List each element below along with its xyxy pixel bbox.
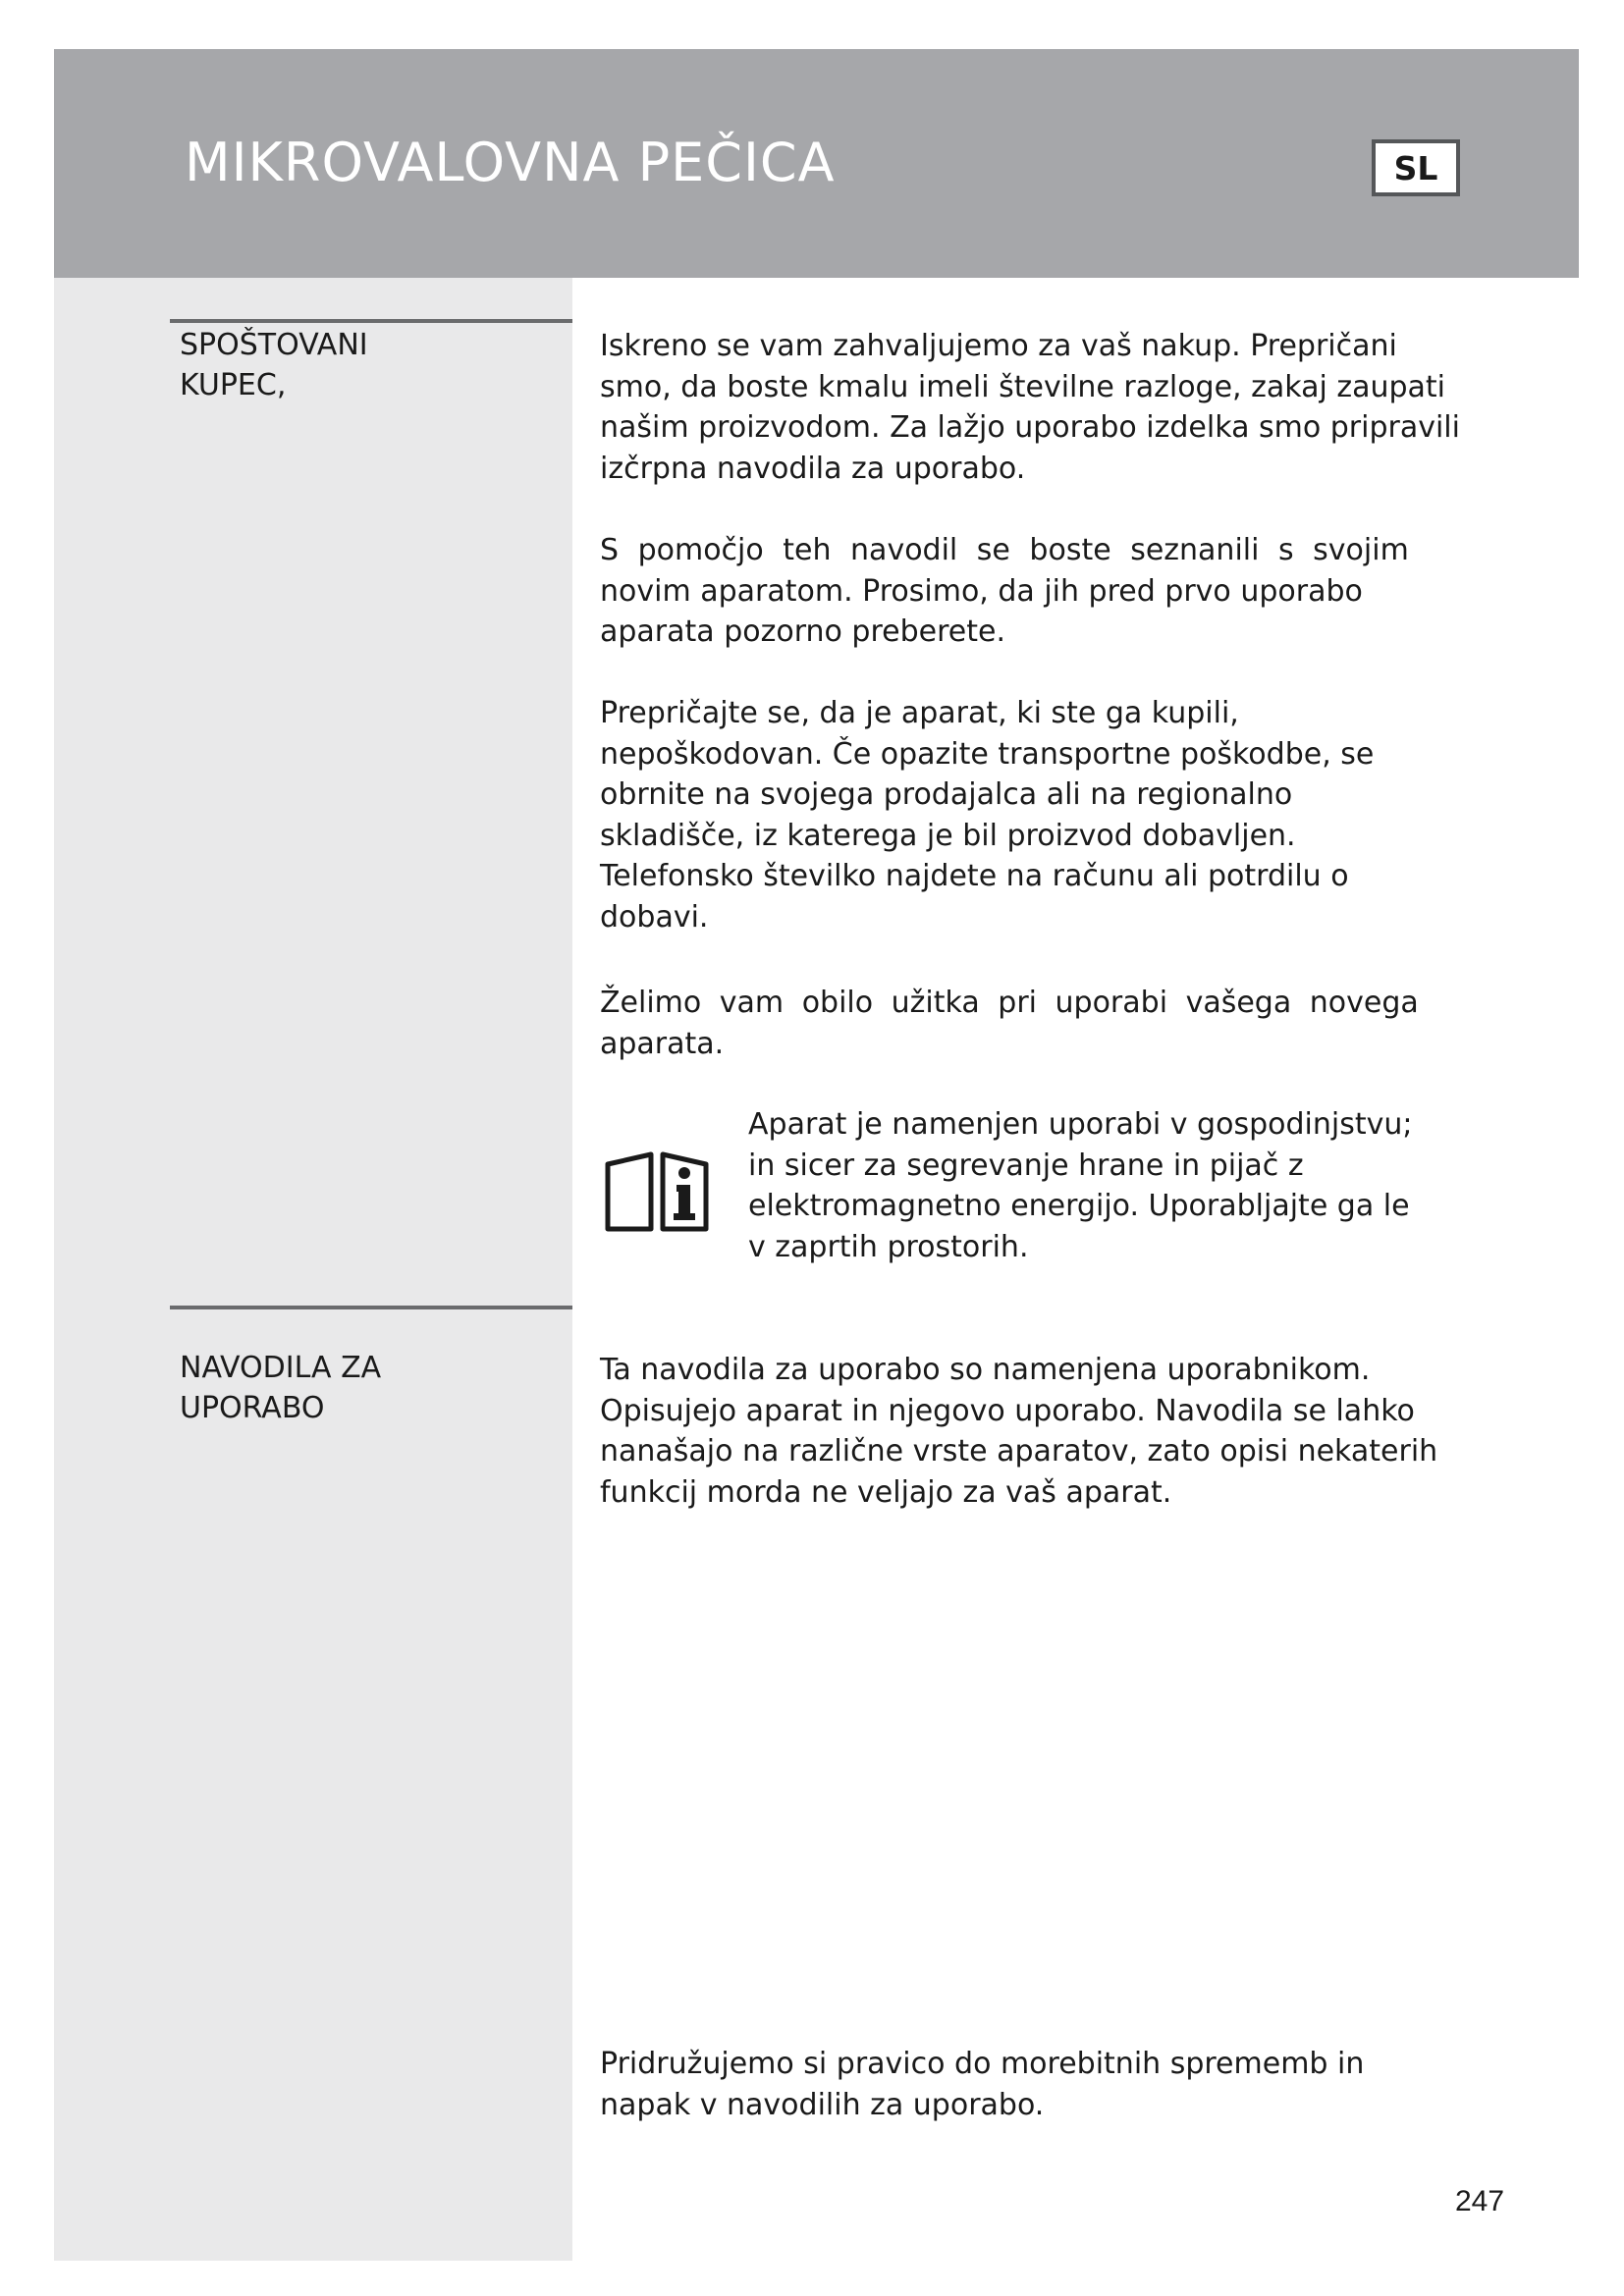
section-label-instructions [180, 1348, 381, 1428]
text-line: in sicer za segrevanje hrane in pijač z [748, 1148, 1304, 1183]
text-line: Aparat je namenjen uporabi v gospodinjstvu; [748, 1107, 1413, 1142]
text-line: Iskreno se vam zahvaljujemo za vaš nakup. Prepričani [600, 329, 1397, 363]
text-line: Želimo vam obilo užitka pri uporabi vašega novega [600, 986, 1419, 1020]
text-line: izčrpna navodila za uporabo. [600, 451, 1026, 486]
text-line: Pridružujemo si pravico do morebitnih sprememb in [600, 2047, 1365, 2081]
text-line: funkcij morda ne veljajo za vaš aparat. [600, 1474, 1172, 1510]
instructions-paragraph [600, 1350, 1437, 1513]
text-line: aparata pozorno preberete. [600, 614, 1005, 649]
section-label-line: NAVODILA ZA [180, 1351, 382, 1385]
section-divider [170, 319, 572, 323]
text-line: napak v navodilih za uporabo. [600, 2087, 1045, 2122]
text-line: smo, da boste kmalu imeli številne razloge, zakaj zaupati [600, 369, 1446, 404]
text-line: S pomočjo teh navodil se boste seznanili s svojim [600, 533, 1409, 567]
info-note-text [748, 1104, 1412, 1267]
text-line: našim proizvodom. Za lažjo uporabo izdelka smo pripravili [600, 410, 1460, 445]
language-badge: SL [1372, 139, 1460, 196]
page-header [54, 49, 1579, 278]
text-line: nepoškodovan. Če opazite transportne poškodbe, se [600, 736, 1375, 772]
section-label-line: UPORABO [180, 1391, 325, 1425]
section-divider [170, 1306, 572, 1309]
intro-paragraph-3 [600, 693, 1374, 937]
section-label-line: KUPEC, [180, 368, 287, 402]
text-line: Telefonsko številko najdete na računu ali potrdilu o [600, 859, 1349, 893]
text-line: aparata. [600, 1026, 725, 1061]
text-line: obrnite na svojega prodajalca ali na regionalno [600, 777, 1293, 812]
text-line: novim aparatom. Prosimo, da jih pred prvo uporabo [600, 573, 1363, 609]
manual-info-icon [604, 1150, 710, 1235]
disclaimer-paragraph [600, 2044, 1364, 2125]
text-line: Ta navodila za uporabo so namenjena uporabnikom. [600, 1353, 1371, 1387]
intro-paragraph-4 [600, 983, 1419, 1064]
text-line: elektromagnetno energijo. Uporabljajte ga le [748, 1189, 1410, 1223]
sidebar-column [54, 278, 572, 2261]
section-label-line: SPOŠTOVANI [180, 328, 368, 362]
page-number: 247 [1455, 2185, 1505, 2217]
intro-paragraph-2 [600, 530, 1409, 653]
text-line: v zaprtih prostorih. [748, 1229, 1029, 1264]
section-label-dear-customer [180, 325, 368, 405]
intro-paragraph-1 [600, 326, 1460, 489]
text-line: dobavi. [600, 899, 709, 934]
text-line: Prepričajte se, da je aparat, ki ste ga kupili, [600, 696, 1239, 730]
page-title: MIKROVALOVNA PEČICA [185, 132, 836, 193]
text-line: skladišče, iz katerega je bil proizvod dobavljen. [600, 818, 1296, 853]
text-line: nanašajo na različne vrste aparatov, zato opisi nekaterih [600, 1434, 1438, 1468]
text-line: Opisujejo aparat in njegovo uporabo. Navodila se lahko [600, 1393, 1415, 1428]
